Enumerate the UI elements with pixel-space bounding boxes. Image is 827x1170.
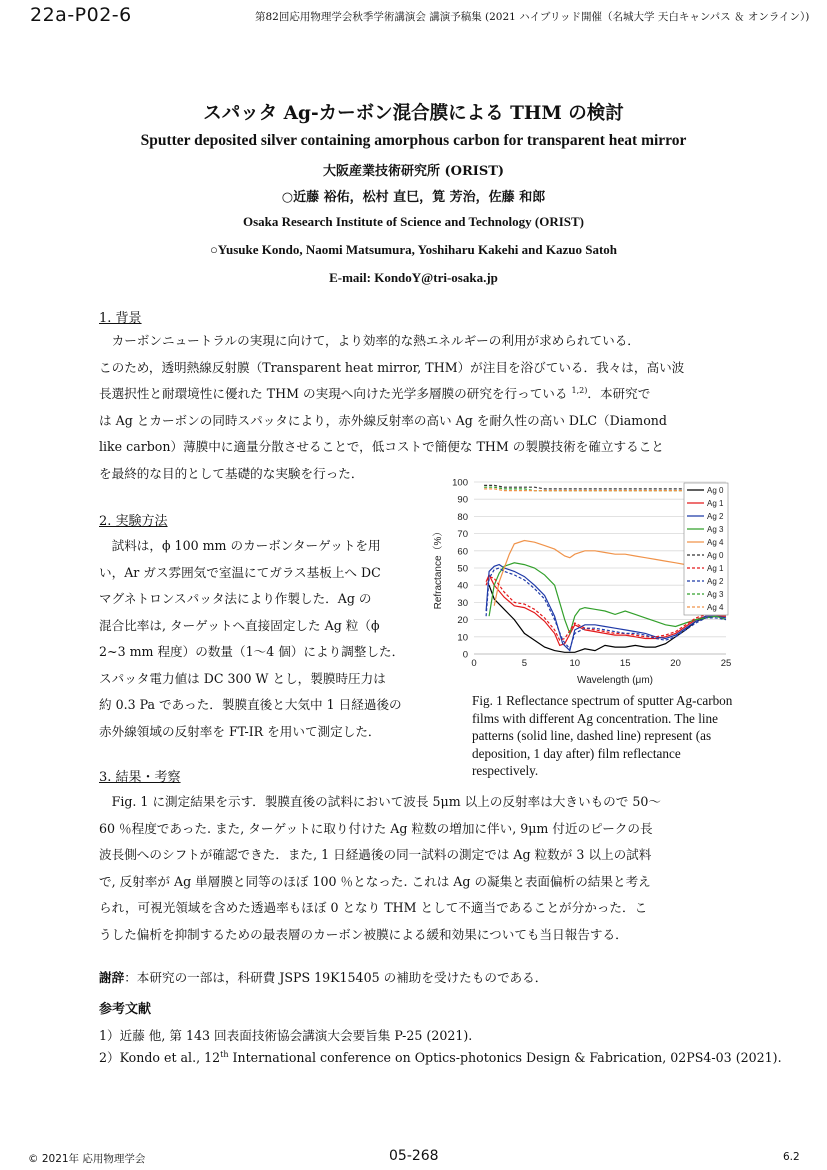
legend-label: Ag 3 xyxy=(707,525,724,534)
text-line: 赤外線領域の反射率を FT-IR を用いて測定した． xyxy=(99,723,381,739)
text-span: International conference on Optics-photonics Design & Fabrication, 02PS4-03 (2021). xyxy=(228,1050,782,1065)
text-line: 波長側へのシフトが確認できた．また, 1 日経過後の同一試料の測定では Ag 粒数が 3 以上の試料 xyxy=(99,847,652,862)
y-axis-label: Refractance（%） xyxy=(433,526,444,610)
text-line xyxy=(99,381,684,408)
x-axis-label: Wavelength (μm) xyxy=(577,675,653,686)
legend-label: Ag 0 xyxy=(707,551,724,560)
legend-label: Ag 2 xyxy=(707,512,724,521)
text-line: うした偏析を抑制するための最表層のカーボン被膜による緩和効果についても当日報告する． xyxy=(99,926,628,942)
legend-label: Ag 0 xyxy=(707,486,724,495)
email: E-mail: KondoY@tri-osaka.jp xyxy=(329,270,498,285)
acknowledgement-label: 謝辞 xyxy=(99,970,125,985)
reflectance-chart xyxy=(432,476,737,690)
reference-item: 1）近藤 他, 第 143 回表面技術協会講演大会要旨集 P-25 (2021). xyxy=(99,1028,473,1043)
citation-ref: 1,2) xyxy=(571,385,588,395)
meeting-header: 第82回応用物理学会秋季学術講演会 講演予稿集 (2021 ハイブリッド開催（名城大学 天白キャンパス ＆ オンライン）) xyxy=(255,11,810,23)
legend-label: Ag 4 xyxy=(707,538,724,547)
text-line: このため，透明熱線反射膜（Transparent heat mirror, THM）が注目を浴びている．我々は，高い波 xyxy=(99,359,685,375)
authors-en: ○Yusuke Kondo, Naomi Matsumura, Yoshiharu Kakehi and Kazuo Satoh xyxy=(209,242,618,257)
text-line: like carbon）薄膜中に適量分散させることで，低コストで簡便な THM の製膜技術を確立すること xyxy=(99,439,664,454)
text-line: スパッタ電力値は DC 300 W とし，製膜時圧力は xyxy=(99,670,386,686)
title-en: Sputter deposited silver containing amorphous carbon for transparent heat mirror xyxy=(140,132,687,149)
text-line: 2~3 mm 程度）の数量（1～4 個）により調整した． xyxy=(99,644,405,659)
footer-copyright: © 2021年 応用物理学会 xyxy=(28,1153,146,1165)
text-line: 試料は，ϕ 100 mm のカーボンターゲットを用 xyxy=(99,538,381,553)
y-tick-label: 80 xyxy=(457,511,468,523)
x-tick-label: 25 xyxy=(720,658,732,669)
text-line: い，Ar ガス雰囲気で室温にてガラス基板上へ DC xyxy=(99,564,381,580)
references-heading: 参考文献 xyxy=(99,1002,152,1017)
text-line: 混合比率は, ターゲットへ直接固定した Ag 粒（ϕ xyxy=(99,617,380,633)
acknowledgement xyxy=(99,967,547,986)
x-tick-label: 0 xyxy=(471,658,477,669)
y-tick-label: 40 xyxy=(457,580,468,592)
y-tick-label: 100 xyxy=(452,477,468,489)
section-heading-background: 1. 背景 xyxy=(99,311,142,326)
y-tick-label: 70 xyxy=(457,529,468,541)
text-line: で, 反射率が Ag 単層膜と同等のほぼ 100 ％となった. これは Ag の凝集と表面偏析の結果と考え xyxy=(99,873,651,889)
text-line: カーボンニュートラルの実現に向けて，より効率的な熱エネルギーの利用が求められている． xyxy=(99,333,640,348)
section-body-background xyxy=(99,328,684,487)
legend-label: Ag 1 xyxy=(707,564,724,573)
footer-page-number: 05-268 xyxy=(389,1148,439,1164)
authors-ja: ○近藤 裕佑，松村 直巳，筧 芳治，佐藤 和郎 xyxy=(281,190,546,205)
y-tick-label: 60 xyxy=(457,546,468,558)
text-line: は Ag とカーボンの同時スパッタにより，赤外線反射率の高い Ag を耐久性の高い DLC（Diamond xyxy=(99,412,667,428)
affiliation-en: Osaka Research Institute of Science and Technology (ORIST) xyxy=(242,214,585,229)
affiliation-ja: 大阪産業技術研究所 (ORIST) xyxy=(322,164,505,179)
text-line: 約 0.3 Pa であった．製膜直後と大気中 1 日経過後の xyxy=(99,697,402,712)
y-tick-label: 0 xyxy=(462,649,468,661)
acknowledgement-text: ：本研究の一部は，科研費 JSPS 19K15405 の補助を受けたものである． xyxy=(124,970,548,985)
text-line: マグネトロンスパッタ法により作製した．Ag の xyxy=(99,591,372,606)
y-tick-label: 10 xyxy=(457,632,468,644)
x-tick-label: 5 xyxy=(521,658,528,669)
footer-version: 6.2 xyxy=(783,1151,800,1163)
legend-label: Ag 4 xyxy=(707,603,724,612)
reference-item xyxy=(99,1047,782,1066)
text-line: を最終的な目的として基礎的な実験を行った． xyxy=(99,465,364,481)
section-heading-methods: 2. 実験方法 xyxy=(99,514,168,529)
text-span: ．本研究で xyxy=(587,386,651,401)
text-line: Fig. 1 に測定結果を示す．製膜直後の試料において波長 5μm 以上の反射率は大きいもので 50～ xyxy=(99,794,661,809)
title-ja: スパッタ Ag-カーボン混合膜による THM の検討 xyxy=(203,103,624,124)
y-tick-label: 30 xyxy=(457,597,468,609)
figure-caption: Fig. 1 Reflectance spectrum of sputter Ag-carbon films with different Ag concentration. The line patterns (solid line, dashed line) represent (as deposition, 1 day after) film reflectance respectively. xyxy=(472,693,733,778)
text-line: 60 ％程度であった. また, ターゲットに取り付けた Ag 粒数の増加に伴い, 9μm 付近のピークの長 xyxy=(99,820,653,836)
y-tick-label: 90 xyxy=(457,494,468,506)
y-tick-label: 50 xyxy=(457,563,468,575)
legend-label: Ag 1 xyxy=(707,499,724,508)
x-tick-label: 15 xyxy=(619,658,631,669)
x-tick-label: 10 xyxy=(569,658,581,669)
legend-label: Ag 3 xyxy=(707,590,724,599)
y-tick-label: 20 xyxy=(457,615,468,627)
paper-id: 22a-P02-6 xyxy=(30,4,132,26)
chart-legend xyxy=(684,483,728,615)
section-heading-results: 3. 結果・考察 xyxy=(99,770,181,785)
section-body-results xyxy=(99,789,661,948)
text-span: 2）Kondo et al., 12 xyxy=(99,1050,221,1065)
text-span: 長選択性と耐環境性に優れた THM の実現へ向けた光学多層膜の研究を行っている xyxy=(99,386,568,401)
legend-label: Ag 2 xyxy=(707,577,724,586)
section-body-methods xyxy=(99,533,404,745)
superscript: th xyxy=(220,1049,229,1059)
text-line: られ，可視光領域を含めた透過率もほぼ 0 となり THM として不適当であることが分かった．こ xyxy=(99,900,648,915)
x-tick-label: 20 xyxy=(670,658,681,669)
